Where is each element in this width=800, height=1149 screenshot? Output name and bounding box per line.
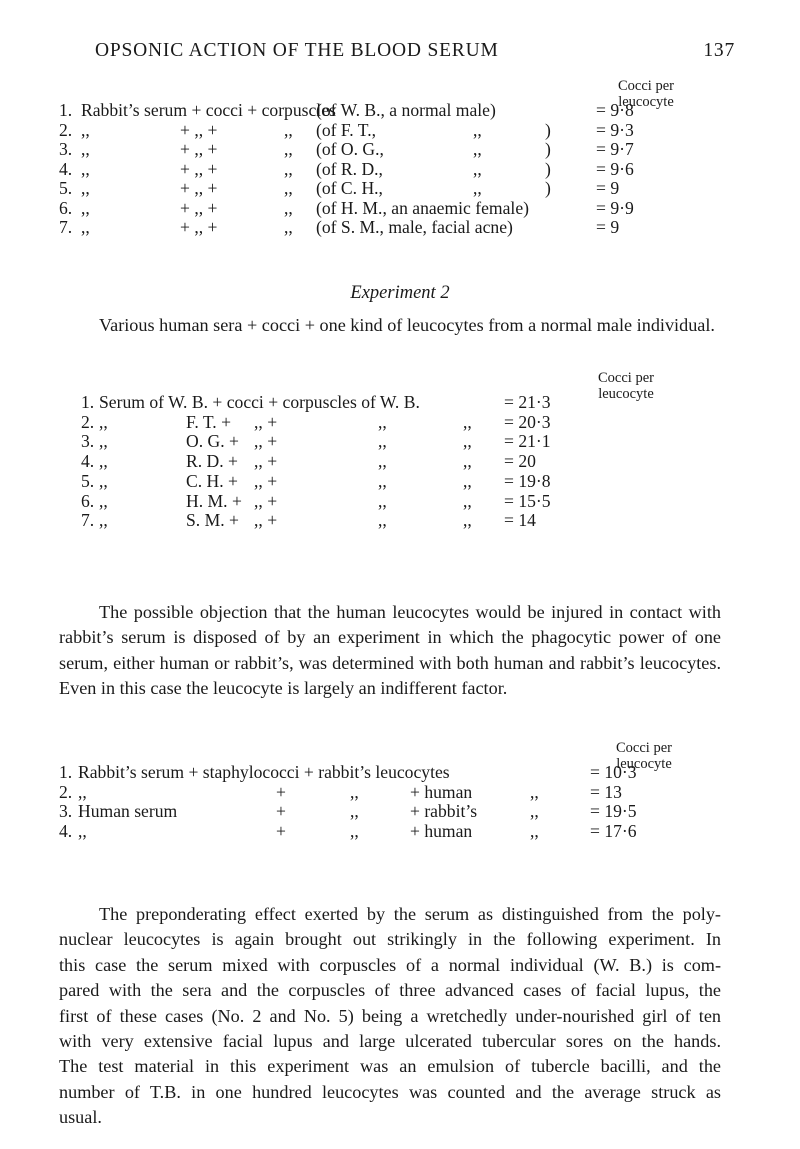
table2-cell-b: H. M. + [186, 490, 242, 511]
table3-row [0, 762, 800, 782]
table1-cell-val: = 9·6 [596, 158, 634, 179]
table3-cell-val: = 19·5 [590, 801, 637, 822]
table3-cell-b: + [276, 821, 286, 842]
table1-cell-c: ,, [284, 217, 293, 237]
table3-cell-e: ,, [530, 781, 539, 802]
table2-cell-val: = 20 [504, 451, 536, 472]
table1-cell-c: ,, [284, 158, 293, 179]
table3-cell-e: ,, [530, 821, 539, 842]
table1-cell-c: ,, [284, 139, 293, 159]
table1-cell-f: ) [545, 178, 551, 198]
table1-cell-d: (of H. M., an anaemic female) [316, 197, 529, 218]
paragraph-2 [59, 866, 721, 1149]
table2-cell-e: ,, [463, 451, 472, 472]
table3-cell-d: + rabbit’s [410, 801, 478, 822]
table3-cell-num: 4. [59, 821, 73, 842]
table1-cell-a: ,, [81, 178, 90, 198]
table3-row [0, 821, 800, 841]
table2-row [0, 510, 800, 530]
table2-cell-e: ,, [463, 490, 472, 511]
table1-cell-d: (of O. G., [316, 139, 384, 159]
table2-cell-c: ,, + [254, 510, 278, 531]
table2-cell-a: Serum of W. B. + cocci + corpuscles of W. B. [99, 392, 420, 412]
table3-cell-val: = 13 [590, 781, 622, 802]
table1-column-header: Cocci per leucocyte [618, 78, 674, 110]
table3-cell-e: ,, [530, 801, 539, 822]
table2-cell-num: 1. [81, 392, 95, 412]
table1-cell-e: ,, [473, 178, 482, 198]
table2-row [0, 392, 800, 412]
table1-cell-d: (of R. D., [316, 158, 383, 179]
table2-cell-num: 4. [81, 451, 95, 472]
table1-cell-f: ) [545, 139, 551, 159]
table1-row [0, 178, 800, 198]
table2-row [0, 412, 800, 432]
table1-cell-val: = 9 [596, 217, 620, 237]
table2-cell-d: ,, [378, 510, 387, 531]
table2-cell-a: ,, [99, 411, 108, 432]
paragraph-2-line: The preponderating effect exerted by the serum as distinguished from the poly- [99, 904, 721, 924]
table2-cell-d: ,, [378, 470, 387, 491]
table3-row [0, 801, 800, 821]
table1-cell-f: ) [545, 119, 551, 140]
table2-cell-c: ,, + [254, 451, 278, 472]
experiment-2-heading: Experiment 2 [350, 283, 450, 303]
table1-cell-a: ,, [81, 139, 90, 159]
table1-cell-d: (of W. B., a normal male) [316, 100, 496, 120]
table2-column-header: Cocci per leucocyte [598, 370, 654, 402]
table3-row [0, 782, 800, 802]
table2-cell-a: ,, [99, 490, 108, 511]
table1-cell-c: ,, [284, 119, 293, 140]
table2-row [0, 471, 800, 491]
table3-cell-c: ,, [350, 781, 359, 802]
table2-cell-d: ,, [378, 411, 387, 432]
table1-cell-a: ,, [81, 158, 90, 179]
table3-cell-a: ,, [78, 781, 87, 802]
paragraph-2-line: first of these cases (No. 2 and No. 5) being a wretchedly under-nourished girl of ten [59, 1005, 721, 1026]
table1-row [0, 100, 800, 120]
table2-row [0, 451, 800, 471]
table3-cell-a: Human serum [78, 801, 178, 822]
table1-cell-c: ,, [284, 178, 293, 198]
table2-cell-c: ,, + [254, 431, 278, 452]
table3-cell-val: = 17·6 [590, 821, 637, 842]
paragraph-2-line: usual. [59, 1107, 102, 1128]
table3-cell-a: ,, [78, 821, 87, 842]
table3-cell-num: 2. [59, 781, 73, 802]
table3-cell-b: + [276, 801, 286, 822]
page-number: 137 [703, 40, 735, 61]
table1-cell-num: 3. [59, 139, 73, 159]
table2-cell-val: = 19·8 [504, 470, 551, 491]
table1-cell-d: (of F. T., [316, 119, 377, 140]
table3-cell-val: = 10·3 [590, 762, 637, 782]
table1-cell-val: = 9·9 [596, 197, 634, 218]
table1-cell-num: 6. [59, 197, 73, 218]
paragraph-2-line: nuclear leucocytes is again brought out strikingly in the following experiment. In [59, 929, 721, 950]
paragraph-2-lines [59, 902, 721, 1131]
table1-cell-num: 5. [59, 178, 73, 198]
table1-cell-e: ,, [473, 158, 482, 179]
table3-cell-d: + human [410, 821, 473, 842]
table2-cell-e: ,, [463, 470, 472, 491]
table3-cell-c: ,, [350, 821, 359, 842]
table2-cell-c: ,, + [254, 490, 278, 511]
table2-cell-e: ,, [463, 510, 472, 531]
table2-cell-e: ,, [463, 411, 472, 432]
table2-cell-a: ,, [99, 470, 108, 491]
table2-cell-val: = 14 [504, 510, 536, 531]
table2-cell-d: ,, [378, 431, 387, 452]
table2-cell-val: = 15·5 [504, 490, 551, 511]
table2-cell-a: ,, [99, 451, 108, 472]
table2-cell-a: ,, [99, 431, 108, 452]
table1-row [0, 120, 800, 140]
table3-cell-c: ,, [350, 801, 359, 822]
table1-cell-b: + ,, + [180, 217, 218, 237]
table1-cell-c: ,, [284, 197, 293, 218]
table1-cell-val: = 9·3 [596, 119, 634, 140]
table1-cell-val: = 9·7 [596, 139, 634, 159]
table2-cell-val: = 21·1 [504, 431, 551, 452]
table1-cell-a: ,, [81, 119, 90, 140]
table1-cell-d: (of C. H., [316, 178, 383, 198]
table2-cell-b: R. D. + [186, 451, 238, 472]
paragraph-2-line: The test material in this experiment was an emulsion of tubercle bacilli, and the [59, 1056, 721, 1077]
table1-row [0, 159, 800, 179]
table2-cell-e: ,, [463, 431, 472, 452]
table2-cell-num: 3. [81, 431, 95, 452]
table2-cell-num: 2. [81, 411, 95, 432]
table2-row [0, 491, 800, 511]
table1-row [0, 139, 800, 159]
table3-cell-num: 3. [59, 801, 73, 822]
table1-cell-val: = 9·8 [596, 100, 634, 120]
table2-cell-val: = 20·3 [504, 411, 551, 432]
table1-cell-num: 4. [59, 158, 73, 179]
table2-cell-d: ,, [378, 451, 387, 472]
table1-cell-e: ,, [473, 139, 482, 159]
experiment-2-intro-text: Various human sera + cocci + one kind of leucocytes from a normal male individual. [99, 315, 715, 335]
table1-cell-a: ,, [81, 217, 90, 237]
table3-cell-d: + human [410, 781, 473, 802]
table3-cell-a: Rabbit’s serum + staphylococci + rabbit’s leucocytes [78, 762, 450, 782]
table1-cell-b: + ,, + [180, 178, 218, 198]
paragraph-2-line: with very extensive facial lupus and large ulcerated tubercular sores on the hands. [59, 1030, 721, 1051]
table1-cell-b: + ,, + [180, 158, 218, 179]
table1-cell-e: ,, [473, 119, 482, 140]
table2-row [0, 431, 800, 451]
table1-cell-a: ,, [81, 197, 90, 218]
table1-cell-a: Rabbit’s serum + cocci + corpuscles [81, 100, 336, 120]
table1-cell-b: + ,, + [180, 197, 218, 218]
table3-column-header: Cocci per leucocyte [616, 740, 672, 772]
running-head-title: OPSONIC ACTION OF THE BLOOD SERUM [95, 40, 499, 61]
table2-cell-num: 6. [81, 490, 95, 511]
table2-cell-b: C. H. + [186, 470, 238, 491]
experiment-2-intro [59, 313, 721, 338]
table2-cell-b: S. M. + [186, 510, 239, 531]
table2-cell-b: F. T. + [186, 411, 232, 432]
table3-cell-num: 1. [59, 762, 73, 782]
table2-cell-a: ,, [99, 510, 108, 531]
table2-cell-num: 5. [81, 470, 95, 491]
table1-cell-num: 2. [59, 119, 73, 140]
table2-cell-d: ,, [378, 490, 387, 511]
paragraph-1 [59, 600, 721, 702]
table1-cell-f: ) [545, 158, 551, 179]
table1-cell-num: 1. [59, 100, 73, 120]
paragraph-2-line: number of T.B. in one hundred leucocytes was counted and the average struck as [59, 1081, 721, 1102]
paragraph-2-line: this case the serum mixed with corpuscles of a normal individual (W. B.) is com- [59, 954, 721, 975]
paragraph-1-text: The possible objection that the human leucocytes would be injured in contact with rabbit’s serum is disposed of by an experiment in which the phagocytic power of one serum, either human or rabbit’s, was determined with both human and rabbit’s leucocytes. Even in this case the leucocyte is largely an indifferent factor. [59, 602, 721, 699]
table1-row [0, 217, 800, 237]
table1-cell-num: 7. [59, 217, 73, 237]
table2-cell-val: = 21·3 [504, 392, 551, 412]
table1-cell-d: (of S. M., male, facial acne) [316, 217, 513, 237]
table2-cell-c: ,, + [254, 411, 278, 432]
table1-cell-b: + ,, + [180, 139, 218, 159]
table2-cell-c: ,, + [254, 470, 278, 491]
table2-cell-num: 7. [81, 510, 95, 531]
table1-row [0, 198, 800, 218]
table2-cell-b: O. G. + [186, 431, 239, 452]
table3-cell-b: + [276, 781, 286, 802]
table1-cell-b: + ,, + [180, 119, 218, 140]
table1-cell-val: = 9 [596, 178, 620, 198]
paragraph-2-line: pared with the sera and the corpuscles of three advanced cases of facial lupus, the [59, 980, 721, 1001]
